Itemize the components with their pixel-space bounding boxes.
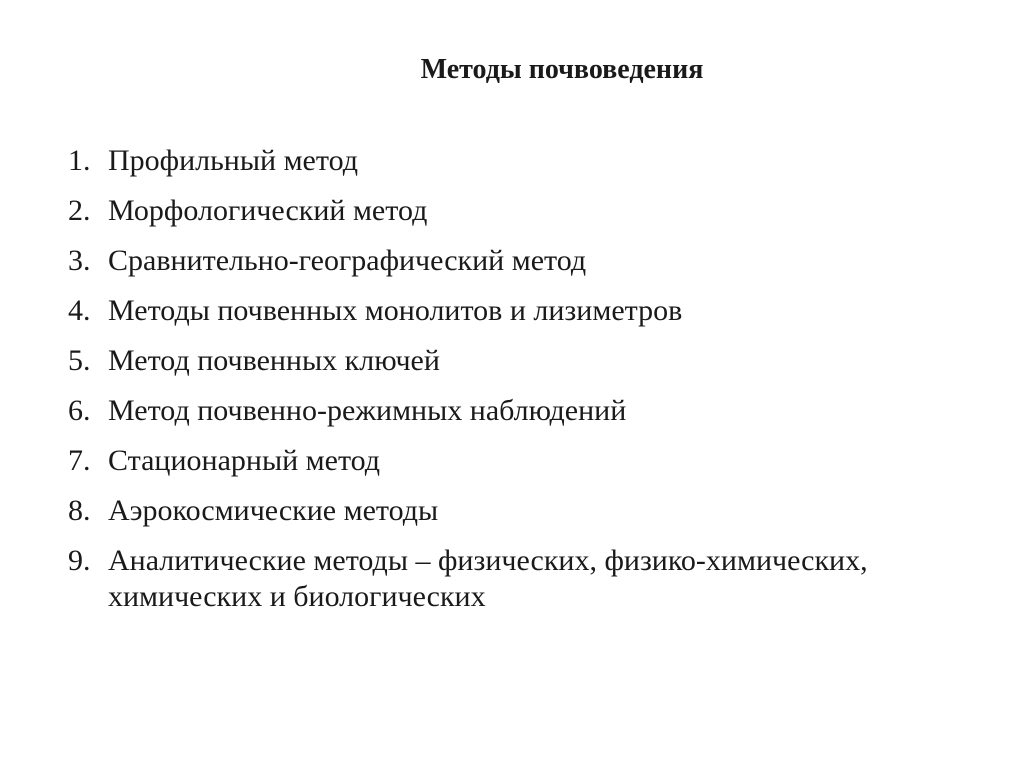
list-item-number: 2. xyxy=(68,194,91,227)
list-item-number: 7. xyxy=(68,444,91,477)
list-item-number: 3. xyxy=(68,244,91,277)
list-item xyxy=(68,243,998,279)
list-item xyxy=(68,343,998,379)
list-item xyxy=(68,393,998,429)
list-item-text: Методы почвенных монолитов и лизиметров xyxy=(108,294,683,327)
list-item-text: Метод почвенно-режимных наблюдений xyxy=(108,394,627,427)
list-item xyxy=(68,293,998,329)
list-item-number: 8. xyxy=(68,494,91,527)
list-item-number: 4. xyxy=(68,294,91,327)
list-item-text: Сравнительно-географический метод xyxy=(108,244,587,277)
list-item xyxy=(68,443,998,479)
list-item-number: 5. xyxy=(68,344,91,377)
list-item-number: 6. xyxy=(68,394,91,427)
list-item-number: 9. xyxy=(68,544,91,577)
list-item-number: 1. xyxy=(68,144,91,177)
list-item xyxy=(68,543,998,615)
list-item xyxy=(68,193,998,229)
list-item-text: Аналитические методы – физических, физико-химических, химических и биологических xyxy=(108,544,868,613)
slide-title: Методы почвоведения xyxy=(420,54,704,85)
methods-list xyxy=(68,143,998,629)
list-item-text: Профильный метод xyxy=(108,144,358,177)
list-item-text: Стационарный метод xyxy=(108,444,381,477)
list-item xyxy=(68,143,998,179)
list-item-text: Метод почвенных ключей xyxy=(108,344,440,377)
list-item-text: Аэрокосмические методы xyxy=(108,494,439,527)
list-item xyxy=(68,493,998,529)
list-item-text: Морфологический метод xyxy=(108,194,428,227)
